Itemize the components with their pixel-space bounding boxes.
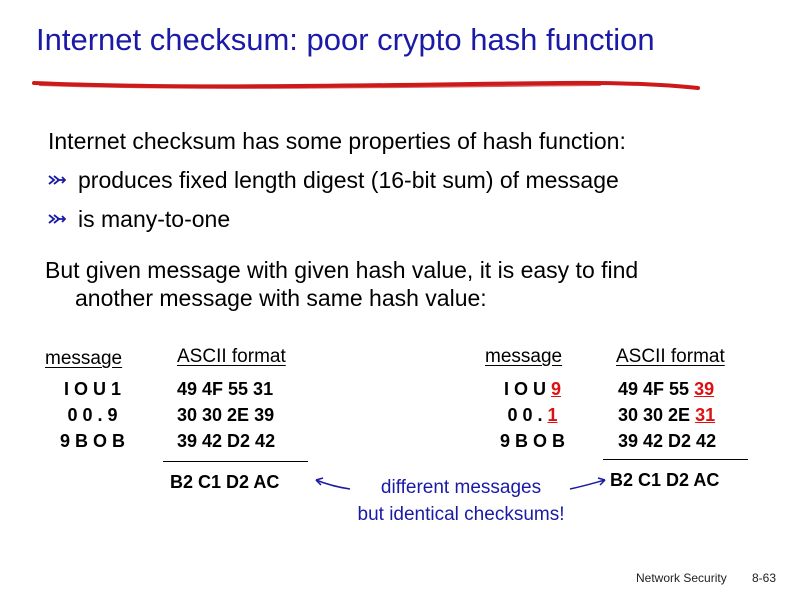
footer-page-number: 8-63 — [752, 571, 777, 585]
ascii-row: 39 42 D2 42 — [618, 431, 717, 451]
message-row: I O U 1 — [63, 379, 121, 399]
ascii-row: 49 4F 55 31 — [177, 379, 274, 399]
left-ascii-header: ASCII format — [177, 346, 286, 367]
slide-title: Internet checksum: poor crypto hash function — [36, 22, 655, 57]
ascii-row: 30 30 2E 39 — [177, 405, 275, 425]
message-row: 9 B O B — [499, 431, 565, 451]
callout-line-2: but identical checksums! — [357, 504, 565, 525]
footer-course: Network Security — [636, 571, 727, 585]
changed-byte: 39 — [694, 379, 715, 399]
changed-byte: 31 — [695, 405, 716, 425]
message-row: 9 B O B — [59, 431, 125, 451]
right-ascii-header: ASCII format — [616, 346, 725, 367]
changed-char: 1 — [547, 405, 558, 425]
ascii-row: 30 30 2E 31 — [618, 405, 716, 425]
paragraph-line-2: another message with same hash value: — [75, 285, 487, 311]
message-row: I O U 9 — [503, 379, 562, 399]
callout-line-1: different messages — [380, 477, 542, 498]
left-checksum: B2 C1 D2 AC — [170, 472, 280, 492]
message-row: 0 0 . 1 — [507, 405, 558, 425]
ascii-row: 49 4F 55 39 — [618, 379, 715, 399]
intro-text: Internet checksum has some properties of hash function: — [48, 128, 626, 154]
paragraph-line-1: But given message with given hash value, it is easy to find — [45, 257, 639, 283]
callout-text — [330, 474, 592, 528]
ascii-row: 39 42 D2 42 — [177, 431, 276, 451]
bullet-text: produces fixed length digest (16-bit sum) of message — [78, 167, 619, 193]
changed-char: 9 — [551, 379, 562, 399]
message-row: 0 0 . 9 — [67, 405, 118, 425]
right-checksum: B2 C1 D2 AC — [610, 470, 720, 490]
left-message-header: message — [45, 348, 123, 369]
right-message-header: message — [485, 346, 563, 367]
bullet-text: is many-to-one — [78, 206, 231, 232]
